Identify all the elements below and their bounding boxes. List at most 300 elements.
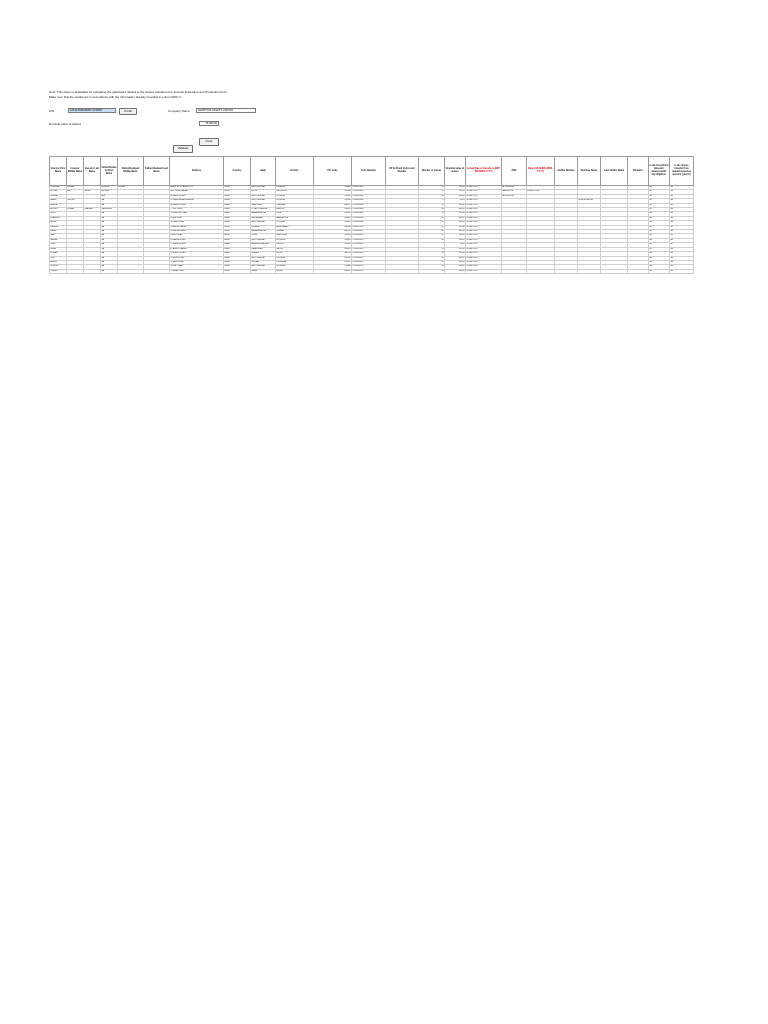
- table-cell[interactable]: 100.00: [445, 256, 466, 260]
- table-cell[interactable]: KOLKATA: [276, 265, 314, 269]
- table-cell[interactable]: 700064: [314, 265, 352, 269]
- table-cell[interactable]: CLK0000010: [352, 225, 386, 229]
- table-cell[interactable]: 02-SEP-2022: [466, 203, 502, 207]
- table-cell[interactable]: 02-SEP-2022: [466, 247, 502, 251]
- table-cell[interactable]: [144, 269, 170, 273]
- table-cell[interactable]: 12 RASH BEHARI AVENUE: [170, 199, 224, 203]
- table-cell[interactable]: 700016: [314, 194, 352, 198]
- table-cell[interactable]: GHOSH: [67, 199, 84, 203]
- table-cell[interactable]: No: [649, 269, 670, 273]
- table-cell[interactable]: No: [649, 221, 670, 225]
- table-cell[interactable]: 10: [419, 190, 445, 194]
- table-cell[interactable]: No: [649, 225, 670, 229]
- table-cell[interactable]: 25: [419, 186, 445, 190]
- table-cell[interactable]: ANITA: [50, 221, 67, 225]
- table-cell[interactable]: No: [649, 252, 670, 256]
- table-cell[interactable]: CLK0000011: [352, 230, 386, 234]
- table-cell[interactable]: ASHOK: [50, 260, 67, 264]
- table-cell[interactable]: DINESH: [50, 269, 67, 273]
- table-cell[interactable]: 150.00: [445, 247, 466, 251]
- table-cell[interactable]: NA: [101, 256, 118, 260]
- table-cell[interactable]: INDIA: [224, 212, 251, 216]
- table-cell[interactable]: [84, 269, 101, 273]
- table-cell[interactable]: CLK0000020: [352, 269, 386, 273]
- table-cell[interactable]: INDIA: [224, 234, 251, 238]
- table-cell[interactable]: 3 TEMPLE ROAD: [170, 252, 224, 256]
- table-cell[interactable]: 800001: [314, 269, 352, 273]
- table-cell[interactable]: 35: [419, 252, 445, 256]
- table-cell[interactable]: ARVIND: [50, 208, 67, 212]
- table-cell[interactable]: 250.00: [445, 186, 466, 190]
- table-cell[interactable]: 15 MG ROAD: [170, 216, 224, 220]
- table-cell[interactable]: 31 SHIVAJI MARG: [170, 230, 224, 234]
- table-cell[interactable]: RAJENDRA: [101, 208, 118, 212]
- table-cell[interactable]: SURESH: [101, 186, 118, 190]
- table-cell[interactable]: 110008: [314, 190, 352, 194]
- table-cell[interactable]: [578, 269, 601, 273]
- table-cell[interactable]: 02-SEP-2022: [466, 194, 502, 198]
- table-cell[interactable]: 600017: [314, 203, 352, 207]
- table-cell[interactable]: 200.00: [445, 260, 466, 264]
- table-cell[interactable]: WEST BENGAL: [251, 238, 276, 242]
- table-cell[interactable]: CLK0000015: [352, 247, 386, 251]
- table-cell[interactable]: CLK0000016: [352, 252, 386, 256]
- table-cell[interactable]: CLK0000017: [352, 256, 386, 260]
- table-cell[interactable]: 208001: [314, 208, 352, 212]
- table-cell[interactable]: WEST BENGAL: [251, 199, 276, 203]
- table-cell[interactable]: AAFPS4211L: [502, 190, 527, 194]
- table-cell[interactable]: 302001: [314, 247, 352, 251]
- table-cell[interactable]: 700029: [314, 221, 352, 225]
- table-cell[interactable]: CLK0000008: [352, 216, 386, 220]
- table-cell[interactable]: SINGH: [84, 190, 101, 194]
- table-cell[interactable]: No: [670, 243, 694, 247]
- table-cell[interactable]: SATNAM: [101, 190, 118, 194]
- table-cell[interactable]: INDIA: [224, 203, 251, 207]
- table-cell[interactable]: KOCHI: [276, 252, 314, 256]
- column-header: Number of shares: [419, 157, 445, 186]
- table-cell[interactable]: DEEPAK: [50, 194, 67, 198]
- table-cell[interactable]: 62 ASHOK NAGAR: [170, 247, 224, 251]
- table-cell[interactable]: DELHI: [251, 234, 276, 238]
- table-cell[interactable]: MAHARASHTRA: [251, 212, 276, 216]
- table-cell[interactable]: MOHAN: [50, 252, 67, 256]
- table-cell[interactable]: 560001: [314, 216, 352, 220]
- table-cell[interactable]: No: [649, 256, 670, 260]
- table-cell[interactable]: No: [649, 212, 670, 216]
- table-cell[interactable]: UTTAR PRADESH: [251, 208, 276, 212]
- table-cell[interactable]: INDIA: [224, 243, 251, 247]
- table-cell[interactable]: 50.00: [445, 243, 466, 247]
- table-cell[interactable]: 02-SEP-2022: [466, 256, 502, 260]
- table-cell[interactable]: NA: [101, 203, 118, 207]
- table-cell[interactable]: LUDHIANA: [276, 260, 314, 264]
- table-cell[interactable]: 300.00: [445, 216, 466, 220]
- table-cell[interactable]: 30: [419, 216, 445, 220]
- table-cell[interactable]: [118, 269, 144, 273]
- table-cell[interactable]: No: [670, 221, 694, 225]
- company-name-field[interactable]: RAMPYARI ASSETS LIMITED: [196, 108, 256, 113]
- table-cell[interactable]: CLK0000007: [352, 212, 386, 216]
- table-cell[interactable]: 50.00: [445, 199, 466, 203]
- table-cell[interactable]: No: [670, 199, 694, 203]
- table-cell[interactable]: GITA: [50, 256, 67, 260]
- table-cell[interactable]: NA: [101, 230, 118, 234]
- table-cell[interactable]: CLK0000013: [352, 238, 386, 242]
- table-cell[interactable]: No: [649, 194, 670, 198]
- table-cell[interactable]: BKLPD8823Q: [502, 194, 527, 198]
- table-cell[interactable]: 70 BOSE ROAD: [170, 256, 224, 260]
- table-cell[interactable]: 500.00: [445, 230, 466, 234]
- table-cell[interactable]: CHENNAI: [276, 203, 314, 207]
- table-cell[interactable]: 02-SEP-2022: [466, 269, 502, 273]
- table-cell[interactable]: GUJARAT: [251, 225, 276, 229]
- table-cell[interactable]: 411001: [314, 212, 352, 216]
- table-cell[interactable]: JAIPUR: [276, 247, 314, 251]
- table-cell[interactable]: INDIA: [224, 260, 251, 264]
- table-cell[interactable]: KOLKATA: [276, 194, 314, 198]
- table-cell[interactable]: SANJAY: [50, 238, 67, 242]
- table-cell[interactable]: No: [670, 252, 694, 256]
- table-cell[interactable]: 02-SEP-2022: [466, 260, 502, 264]
- table-cell[interactable]: PUNE: [276, 212, 314, 216]
- table-cell[interactable]: 5: [419, 199, 445, 203]
- table-cell[interactable]: 100.00: [445, 190, 466, 194]
- instruction-note: [49, 90, 469, 99]
- table-cell[interactable]: 350.00: [445, 252, 466, 256]
- table-cell[interactable]: No: [649, 234, 670, 238]
- table-cell[interactable]: NEW DELHI: [276, 234, 314, 238]
- table-cell[interactable]: SURESH: [50, 265, 67, 269]
- table-cell[interactable]: 100.00: [445, 269, 466, 273]
- table-cell[interactable]: No: [670, 247, 694, 251]
- table-cell[interactable]: BIHAR: [251, 269, 276, 273]
- table-cell[interactable]: No: [670, 216, 694, 220]
- table-cell[interactable]: KOLKATA: [276, 186, 314, 190]
- table-cell[interactable]: No: [670, 269, 694, 273]
- table-cell[interactable]: INDIA: [224, 225, 251, 229]
- table-cell[interactable]: NA: [101, 252, 118, 256]
- table-cell[interactable]: NA: [101, 238, 118, 242]
- table-cell[interactable]: 100.00: [445, 221, 466, 225]
- table-cell[interactable]: PRAKASH: [50, 216, 67, 220]
- table-cell[interactable]: 45 SALT LAKE: [170, 265, 224, 269]
- table-cell[interactable]: 25: [419, 265, 445, 269]
- table-cell[interactable]: BANGALORE: [276, 216, 314, 220]
- table-cell[interactable]: PRIYAN: [50, 190, 67, 194]
- table-cell[interactable]: 20: [419, 260, 445, 264]
- table-cell[interactable]: 02-SEP-2022: [466, 212, 502, 216]
- table-cell[interactable]: SUMITA GHOSH: [578, 199, 601, 203]
- table-cell[interactable]: RAVI: [50, 234, 67, 238]
- table-cell[interactable]: 40: [419, 208, 445, 212]
- table-cell[interactable]: 25: [419, 225, 445, 229]
- table-cell[interactable]: 02-SEP-2022: [466, 230, 502, 234]
- table-cell[interactable]: No: [649, 265, 670, 269]
- table-cell[interactable]: RAJASTHAN: [251, 247, 276, 251]
- table-cell[interactable]: [601, 269, 628, 273]
- table-cell[interactable]: 700001: [314, 186, 352, 190]
- table-cell[interactable]: 200.00: [445, 203, 466, 207]
- table-cell[interactable]: MAHARASHTRA: [251, 230, 276, 234]
- table-cell[interactable]: NA: [101, 269, 118, 273]
- table-cell[interactable]: INDIA: [224, 230, 251, 234]
- table-cell[interactable]: No: [670, 186, 694, 190]
- table-cell[interactable]: 27 BANK STREET: [170, 243, 224, 247]
- table-cell[interactable]: No: [649, 247, 670, 251]
- table-cell[interactable]: No: [649, 230, 670, 234]
- table-cell[interactable]: INDIA: [224, 190, 251, 194]
- table-cell[interactable]: 11 MALL ROAD: [170, 260, 224, 264]
- table-cell[interactable]: 100.00: [445, 234, 466, 238]
- table-cell[interactable]: No: [670, 190, 694, 194]
- table-cell[interactable]: WEST BENGAL: [251, 265, 276, 269]
- table-cell[interactable]: 141001: [314, 260, 352, 264]
- table-cell[interactable]: INDIA: [224, 269, 251, 273]
- table-cell[interactable]: 88 NEHRU ROAD: [170, 203, 224, 207]
- table-cell[interactable]: 02-SEP-2022: [466, 265, 502, 269]
- table-cell[interactable]: KAMAL: [50, 230, 67, 234]
- table-cell[interactable]: NEHA: [50, 247, 67, 251]
- table-cell[interactable]: VIJAY: [50, 243, 67, 247]
- table-cell[interactable]: CLK0000019: [352, 265, 386, 269]
- table-cell[interactable]: SUNIL: [50, 212, 67, 216]
- table-cell[interactable]: 02-SEP-2022: [466, 234, 502, 238]
- table-cell[interactable]: NA: [101, 221, 118, 225]
- table-cell[interactable]: 23 STATION ROAD: [170, 212, 224, 216]
- table-cell[interactable]: WEST BENGAL: [251, 194, 276, 198]
- table-cell[interactable]: SAMIR: [50, 199, 67, 203]
- table-cell[interactable]: KARNATAKA: [251, 216, 276, 220]
- table-cell[interactable]: CLK0000014: [352, 243, 386, 247]
- table-cell[interactable]: NA: [101, 265, 118, 269]
- table-cell[interactable]: 4 RING ROAD: [170, 234, 224, 238]
- table-cell[interactable]: [67, 269, 84, 273]
- prefill-button[interactable]: Prefill: [119, 108, 137, 115]
- table-cell[interactable]: No: [649, 199, 670, 203]
- table-cell[interactable]: CLK0000001: [352, 186, 386, 190]
- table-cell[interactable]: 02-SEP-2022: [466, 221, 502, 225]
- table-cell[interactable]: KANPUR: [276, 208, 314, 212]
- table-cell[interactable]: 380009: [314, 225, 352, 229]
- table-cell[interactable]: INDIA: [224, 247, 251, 251]
- table-cell[interactable]: NA: [101, 247, 118, 251]
- table-cell[interactable]: TAMIL NADU: [251, 203, 276, 207]
- table-cell[interactable]: INDIA: [224, 208, 251, 212]
- table-cell[interactable]: 56 LAKE ROAD: [170, 221, 224, 225]
- table-cell[interactable]: 10-AUG-1978: [527, 190, 555, 194]
- table-cell[interactable]: No: [670, 260, 694, 264]
- table-cell[interactable]: No: [649, 238, 670, 242]
- table-cell[interactable]: CLK0000009: [352, 221, 386, 225]
- table-cell[interactable]: PAL: [67, 190, 84, 194]
- table-cell[interactable]: No: [670, 212, 694, 216]
- table-cell[interactable]: MUMBAI: [276, 230, 314, 234]
- table-cell[interactable]: CLK0000003: [352, 194, 386, 198]
- table-cell[interactable]: NA: [101, 212, 118, 216]
- table-cell[interactable]: CLK0000012: [352, 234, 386, 238]
- column-header: Actual Date of transfer to IEPF (DD-MON-YYYY): [466, 157, 502, 186]
- nominal-value-field[interactable]: 45,686.00: [199, 121, 219, 126]
- table-cell[interactable]: INDIA: [224, 252, 251, 256]
- table-cell[interactable]: ANDHRA PRADESH: [251, 243, 276, 247]
- table-cell[interactable]: KUMAR: [118, 186, 144, 190]
- cin-field[interactable]: L65121WB1983PLC035857: [68, 108, 116, 113]
- table-cell[interactable]: 682011: [314, 252, 352, 256]
- table-cell[interactable]: 10: [419, 269, 445, 273]
- table-cell[interactable]: 700026: [314, 199, 352, 203]
- table-cell[interactable]: No: [670, 256, 694, 260]
- table-cell[interactable]: 02-SEP-2022: [466, 252, 502, 256]
- table-cell[interactable]: No: [649, 190, 670, 194]
- table-cell[interactable]: MEENA: [50, 203, 67, 207]
- table-cell[interactable]: 150.00: [445, 212, 466, 216]
- table-cell[interactable]: No: [670, 194, 694, 198]
- table-cell[interactable]: ANIL: [101, 194, 118, 198]
- table-cell[interactable]: DELHI: [251, 190, 276, 194]
- table-cell[interactable]: CLK0000004: [352, 199, 386, 203]
- table-cell[interactable]: 50: [419, 194, 445, 198]
- table-cell[interactable]: 6 CANAL ROAD: [170, 269, 224, 273]
- table-header-row: [50, 157, 694, 186]
- table-cell[interactable]: 200.00: [445, 238, 466, 242]
- table-cell[interactable]: KOLKATA: [276, 238, 314, 242]
- table-cell[interactable]: WARD NO 6 KANNUR P.O: [170, 186, 224, 190]
- table-cell[interactable]: KOLKATA: [276, 199, 314, 203]
- table-cell[interactable]: 02-SEP-2022: [466, 186, 502, 190]
- column-header: Is the shares transfer from unpaid suspense account (yes/no): [670, 157, 694, 186]
- table-cell[interactable]: 110024: [314, 234, 352, 238]
- table-cell[interactable]: No: [649, 208, 670, 212]
- table-cell[interactable]: INDIA: [224, 265, 251, 269]
- validate-button[interactable]: Validate: [173, 145, 193, 153]
- column-header: Father/Husband First Name: [101, 157, 118, 186]
- table-cell[interactable]: No: [649, 260, 670, 264]
- table-cell[interactable]: NA: [101, 260, 118, 264]
- table-cell[interactable]: WEST BENGAL: [251, 221, 276, 225]
- table-cell[interactable]: CLK0000018: [352, 260, 386, 264]
- table-cell[interactable]: RAJESH: [50, 225, 67, 229]
- table-cell[interactable]: WEST BENGAL: [251, 256, 276, 260]
- table-cell[interactable]: INDIA: [224, 194, 251, 198]
- table-cell[interactable]: 15: [419, 212, 445, 216]
- table-cell[interactable]: No: [670, 208, 694, 212]
- table-cell[interactable]: 02-SEP-2022: [466, 238, 502, 242]
- table-cell[interactable]: KOLKATA: [276, 221, 314, 225]
- table-cell[interactable]: 10: [419, 221, 445, 225]
- table-cell[interactable]: 15: [419, 247, 445, 251]
- table-cell[interactable]: INDIA: [224, 221, 251, 225]
- column-header: Is the Investment (amount / shares) under any litigation.: [649, 157, 670, 186]
- table-cell[interactable]: 20: [419, 238, 445, 242]
- table-cell[interactable]: KUMAR: [67, 208, 84, 212]
- column-header: DP Id-Client Id-Account Number: [386, 157, 419, 186]
- table-cell[interactable]: CLK0000005: [352, 203, 386, 207]
- table-cell[interactable]: INDIA: [224, 256, 251, 260]
- table-cell[interactable]: WEST BENGAL: [251, 186, 276, 190]
- table-cell[interactable]: 9 GANDHI NAGAR: [170, 225, 224, 229]
- table-cell[interactable]: 7 CIVIL LINES: [170, 208, 224, 212]
- table-cell[interactable]: KOLKATA: [276, 256, 314, 260]
- table-cell[interactable]: LOKESHA: [50, 186, 67, 190]
- table-cell[interactable]: 400012: [314, 230, 352, 234]
- table-cell[interactable]: 10: [419, 256, 445, 260]
- table-cell[interactable]: No: [670, 203, 694, 207]
- column-header: Father/Husband Last Name: [144, 157, 170, 186]
- table-cell[interactable]: 500.00: [445, 194, 466, 198]
- table-row[interactable]: [50, 269, 694, 273]
- table-cell[interactable]: PATNA: [276, 269, 314, 273]
- table-cell[interactable]: GUNTUR: [276, 243, 314, 247]
- table-cell[interactable]: KUMAR: [67, 186, 84, 190]
- table-cell[interactable]: CLK0000006: [352, 208, 386, 212]
- table-cell[interactable]: No: [649, 203, 670, 207]
- table-cell[interactable]: 02-SEP-2022: [466, 216, 502, 220]
- table-cell[interactable]: SHARMA: [84, 208, 101, 212]
- table-cell[interactable]: 250.00: [445, 265, 466, 269]
- table-cell[interactable]: INDIA: [224, 199, 251, 203]
- table-cell[interactable]: INDIA: [224, 216, 251, 220]
- table-cell[interactable]: 02-SEP-2022: [466, 225, 502, 229]
- table-cell[interactable]: 02-SEP-2022: [466, 190, 502, 194]
- table-cell[interactable]: NA: [101, 243, 118, 247]
- table-cell[interactable]: 02-SEP-2022: [466, 199, 502, 203]
- table-cell[interactable]: KERALA: [251, 252, 276, 256]
- table-cell[interactable]: 700019: [314, 238, 352, 242]
- table-cell[interactable]: No: [670, 230, 694, 234]
- table-cell[interactable]: 700014: [314, 256, 352, 260]
- table-cell[interactable]: No: [649, 216, 670, 220]
- table-cell[interactable]: No: [670, 238, 694, 242]
- table-cell[interactable]: No: [670, 225, 694, 229]
- table-cell[interactable]: 44 PARK STREET: [170, 194, 224, 198]
- table-cell[interactable]: No: [670, 265, 694, 269]
- table-cell[interactable]: 250.00: [445, 225, 466, 229]
- table-cell[interactable]: NEW DELHI: [276, 190, 314, 194]
- table-cell[interactable]: NA: [101, 234, 118, 238]
- table-cell[interactable]: PUNJAB: [251, 260, 276, 264]
- table-cell[interactable]: 02-SEP-2022: [466, 208, 502, 212]
- company-name-label: Company Name: [168, 109, 190, 113]
- table-cell[interactable]: NA: [101, 225, 118, 229]
- table-cell[interactable]: APPXM1020F: [502, 186, 527, 190]
- table-cell[interactable]: [555, 269, 578, 273]
- table-cell[interactable]: 18 HAZRA ROAD: [170, 238, 224, 242]
- table-cell[interactable]: INDIA: [224, 186, 251, 190]
- table-cell[interactable]: NA: [101, 199, 118, 203]
- table-cell[interactable]: [386, 269, 419, 273]
- table-cell[interactable]: [628, 269, 649, 273]
- table-cell[interactable]: 20: [419, 203, 445, 207]
- table-cell[interactable]: 50: [419, 230, 445, 234]
- table-cell[interactable]: 400.00: [445, 208, 466, 212]
- table-cell[interactable]: No: [649, 243, 670, 247]
- table-cell[interactable]: [527, 269, 555, 273]
- table-cell[interactable]: 10: [419, 234, 445, 238]
- table-cell[interactable]: 02-SEP-2022: [466, 243, 502, 247]
- clear-button[interactable]: Clear: [199, 138, 219, 146]
- table-cell[interactable]: CLK0000002: [352, 190, 386, 194]
- table-cell[interactable]: INDIA: [224, 238, 251, 242]
- table-cell[interactable]: 5: [419, 243, 445, 247]
- table-cell[interactable]: H-12 PREM NAGAR: [170, 190, 224, 194]
- table-cell[interactable]: No: [649, 186, 670, 190]
- table-cell[interactable]: [502, 269, 527, 273]
- table-cell[interactable]: No: [670, 234, 694, 238]
- table-cell[interactable]: 522001: [314, 243, 352, 247]
- table-cell[interactable]: AHMEDABAD: [276, 225, 314, 229]
- table-cell[interactable]: NA: [101, 216, 118, 220]
